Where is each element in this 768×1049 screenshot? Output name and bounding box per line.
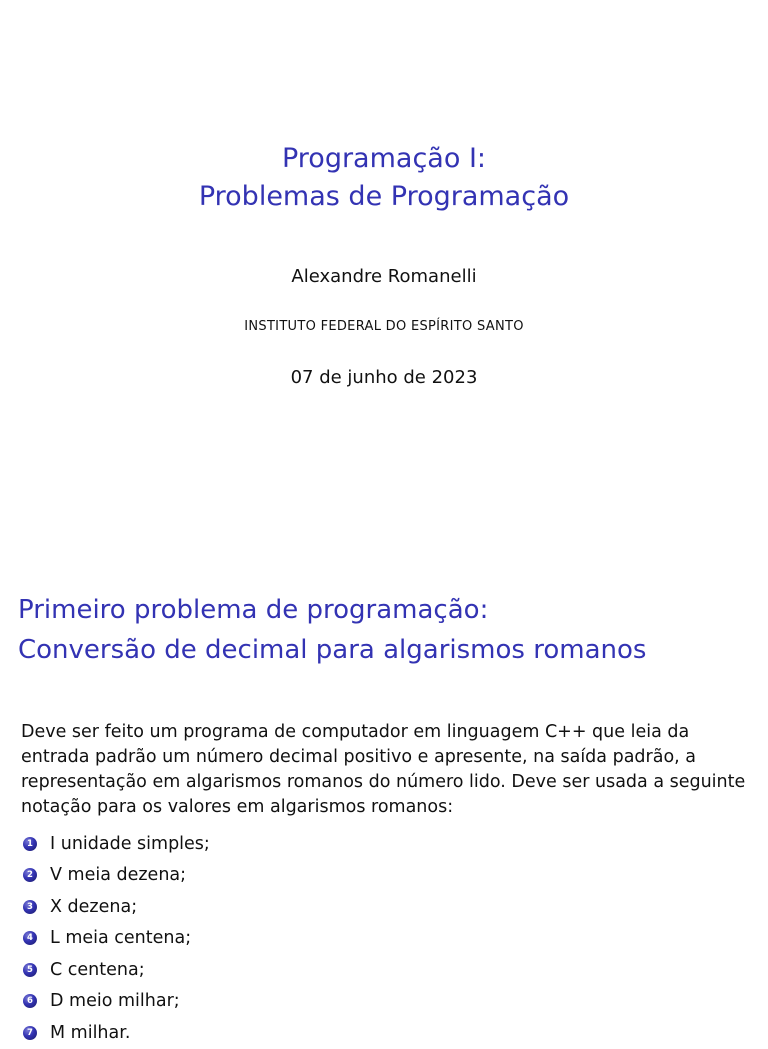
enumeration-ball-icon: 2 xyxy=(23,868,37,882)
presentation-title xyxy=(0,140,768,216)
list-item xyxy=(23,891,723,923)
list-item-text: L meia centena; xyxy=(50,928,192,949)
list-item xyxy=(23,954,723,986)
list-item-text: M milhar. xyxy=(50,1022,131,1043)
roman-numeral-list xyxy=(23,828,723,1049)
list-item-text: V meia dezena; xyxy=(50,865,187,886)
presentation-date: 07 de junho de 2023 xyxy=(290,367,478,388)
list-item xyxy=(23,860,723,892)
problem-description: Deve ser feito um programa de computador em linguagem C++ que leia da entrada padrão um número decimal positivo e apresente, na saída padrão, a representação em algarismos romanos do número lido. Deve ser usada a seguinte notação para os valores em algarismos romanos: xyxy=(21,722,746,817)
enumeration-ball-icon: 5 xyxy=(23,963,37,977)
enumeration-ball-icon: 4 xyxy=(23,931,37,945)
list-item xyxy=(23,1017,723,1049)
list-item xyxy=(23,986,723,1018)
list-item xyxy=(23,828,723,860)
frame-title xyxy=(18,590,758,670)
list-item-text: X dezena; xyxy=(50,896,138,917)
enumeration-ball-icon: 7 xyxy=(23,1026,37,1040)
enumeration-ball-icon: 1 xyxy=(23,837,37,851)
author-name: Alexandre Romanelli xyxy=(291,266,477,287)
title-line-1: Programação I: xyxy=(281,143,487,174)
enumeration-ball-icon: 6 xyxy=(23,994,37,1008)
content-slide xyxy=(0,540,768,1043)
enumeration-ball-icon: 3 xyxy=(23,900,37,914)
title-line-2: Problemas de Programação xyxy=(198,181,570,212)
list-item-text: C centena; xyxy=(50,959,145,980)
list-item-text: D meio milhar; xyxy=(50,991,180,1012)
list-item xyxy=(23,923,723,955)
frame-title-line-1: Primeiro problema de programação: xyxy=(18,595,489,625)
institute-name: INSTITUTO FEDERAL DO ESPÍRITO SANTO xyxy=(244,319,524,334)
frame-title-line-2: Conversão de decimal para algarismos romanos xyxy=(18,635,647,665)
list-item-text: I unidade simples; xyxy=(50,833,210,854)
